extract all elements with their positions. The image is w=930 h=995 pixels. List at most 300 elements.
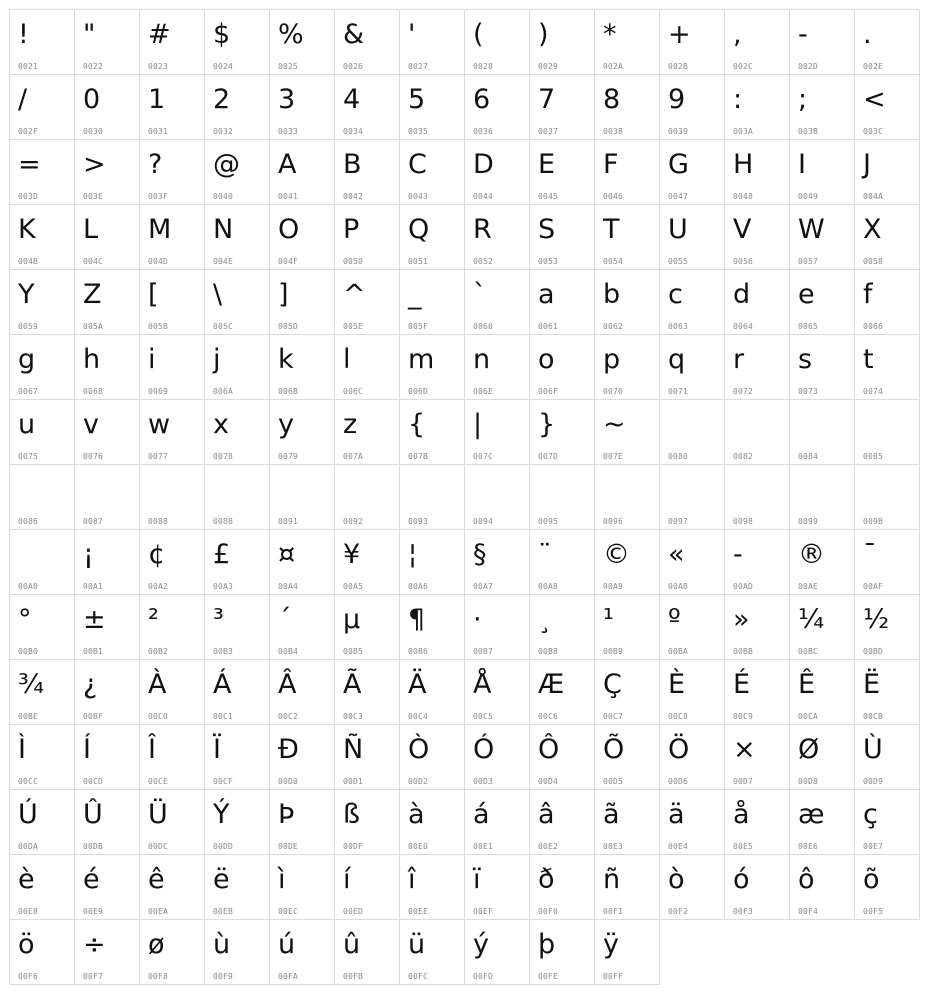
- glyph-codepoint: 00F3: [733, 907, 754, 916]
- glyph-cell: [399, 269, 465, 335]
- glyph-char: E: [538, 149, 556, 180]
- glyph-char: (: [473, 19, 484, 50]
- glyph-cell: [399, 139, 465, 205]
- glyph-cell: [789, 399, 855, 465]
- glyph-cell: [789, 9, 855, 75]
- glyph-cell: [204, 139, 270, 205]
- glyph-char: I: [798, 149, 806, 180]
- glyph-codepoint: 0047: [668, 192, 689, 201]
- glyph-codepoint: 00AD: [733, 582, 754, 591]
- glyph-char: Å: [473, 669, 492, 700]
- glyph-cell: [204, 789, 270, 855]
- glyph-cell: [529, 464, 595, 530]
- glyph-cell: [594, 9, 660, 75]
- glyph-codepoint: 006D: [408, 387, 429, 396]
- glyph-codepoint: 00C0: [148, 712, 169, 721]
- glyph-cell: [9, 204, 75, 270]
- glyph-codepoint: 00ED: [343, 907, 364, 916]
- glyph-cell: [139, 139, 205, 205]
- glyph-cell: [399, 919, 465, 985]
- glyph-char: ¨: [538, 539, 552, 570]
- glyph-codepoint: 006F: [538, 387, 559, 396]
- glyph-cell: [854, 269, 920, 335]
- glyph-cell: [659, 9, 725, 75]
- glyph-codepoint: 00DC: [148, 842, 169, 851]
- glyph-cell: [74, 334, 140, 400]
- glyph-cell: [529, 594, 595, 660]
- glyph-char: Z: [83, 279, 102, 310]
- glyph-cell: [269, 74, 335, 140]
- glyph-char: Û: [83, 799, 103, 830]
- glyph-codepoint: 0025: [278, 62, 299, 71]
- glyph-codepoint: 00B0: [18, 647, 39, 656]
- glyph-codepoint: 00D3: [473, 777, 494, 786]
- glyph-codepoint: 00A5: [343, 582, 364, 591]
- glyph-char: ´: [278, 604, 292, 635]
- glyph-char: U: [668, 214, 688, 245]
- glyph-cell: [659, 594, 725, 660]
- glyph-cell: [789, 854, 855, 920]
- glyph-codepoint: 0059: [18, 322, 39, 331]
- glyph-codepoint: 0048: [733, 192, 754, 201]
- glyph-cell: [659, 854, 725, 920]
- glyph-codepoint: 003D: [18, 192, 39, 201]
- glyph-char: À: [148, 669, 167, 700]
- glyph-char: R: [473, 214, 492, 245]
- glyph-char: ¦: [408, 539, 418, 570]
- glyph-cell: [464, 919, 530, 985]
- glyph-codepoint: 0040: [213, 192, 234, 201]
- glyph-codepoint: 0086: [18, 517, 39, 526]
- glyph-codepoint: 0072: [733, 387, 754, 396]
- glyph-char: k: [278, 344, 294, 375]
- glyph-cell: [724, 399, 790, 465]
- glyph-cell: [529, 269, 595, 335]
- glyph-char: ô: [798, 864, 815, 895]
- glyph-codepoint: 00B9: [603, 647, 624, 656]
- glyph-cell: [269, 854, 335, 920]
- glyph-cell: [659, 74, 725, 140]
- glyph-char: n: [473, 344, 491, 375]
- glyph-cell: [854, 334, 920, 400]
- glyph-cell: [854, 399, 920, 465]
- glyph-cell: [789, 269, 855, 335]
- glyph-char: ¼: [798, 604, 825, 635]
- glyph-codepoint: 00CF: [213, 777, 234, 786]
- glyph-codepoint: 00CA: [798, 712, 819, 721]
- glyph-codepoint: 00EE: [408, 907, 429, 916]
- glyph-cell: [139, 74, 205, 140]
- glyph-cell: [854, 9, 920, 75]
- glyph-char: Ò: [408, 734, 430, 765]
- glyph-codepoint: 004B: [18, 257, 39, 266]
- glyph-codepoint: 00EA: [148, 907, 169, 916]
- glyph-cell: [74, 529, 140, 595]
- glyph-codepoint: 00D4: [538, 777, 559, 786]
- glyph-codepoint: 00DA: [18, 842, 39, 851]
- glyph-char: !: [18, 19, 29, 50]
- glyph-codepoint: 004D: [148, 257, 169, 266]
- glyph-cell: [854, 74, 920, 140]
- glyph-cell: [204, 269, 270, 335]
- glyph-cell: [334, 139, 400, 205]
- glyph-codepoint: 00C7: [603, 712, 624, 721]
- glyph-char: p: [603, 344, 621, 375]
- glyph-codepoint: 0057: [798, 257, 819, 266]
- glyph-codepoint: 00E9: [83, 907, 104, 916]
- glyph-char: `: [473, 279, 487, 310]
- glyph-char: -: [798, 19, 808, 50]
- glyph-char: 1: [148, 84, 166, 115]
- glyph-codepoint: 0053: [538, 257, 559, 266]
- glyph-codepoint: 00A0: [18, 582, 39, 591]
- glyph-codepoint: 004E: [213, 257, 234, 266]
- glyph-cell: [659, 529, 725, 595]
- glyph-codepoint: 0046: [603, 192, 624, 201]
- glyph-char: Ô: [538, 734, 560, 765]
- glyph-cell: [789, 139, 855, 205]
- glyph-codepoint: 00D6: [668, 777, 689, 786]
- glyph-codepoint: 006B: [278, 387, 299, 396]
- glyph-cell: [204, 464, 270, 530]
- glyph-char: ¶: [408, 604, 426, 635]
- glyph-codepoint: 007B: [408, 452, 429, 461]
- glyph-cell: [724, 529, 790, 595]
- glyph-char: ]: [278, 279, 289, 310]
- glyph-codepoint: 00B7: [473, 647, 494, 656]
- glyph-cell: [594, 269, 660, 335]
- glyph-cell: [269, 659, 335, 725]
- glyph-codepoint: 0044: [473, 192, 494, 201]
- glyph-cell: [269, 269, 335, 335]
- glyph-codepoint: 00BD: [863, 647, 884, 656]
- glyph-char: ^: [343, 279, 366, 310]
- glyph-codepoint: 0051: [408, 257, 429, 266]
- glyph-char: ~: [603, 409, 626, 440]
- glyph-cell: [724, 9, 790, 75]
- glyph-cell: [74, 659, 140, 725]
- glyph-cell: [724, 724, 790, 790]
- glyph-cell: [464, 139, 530, 205]
- glyph-codepoint: 00A1: [83, 582, 104, 591]
- glyph-codepoint: 00AB: [668, 582, 689, 591]
- glyph-codepoint: 0030: [83, 127, 104, 136]
- glyph-codepoint: 003C: [863, 127, 884, 136]
- glyph-char: Q: [408, 214, 430, 245]
- glyph-codepoint: 0078: [213, 452, 234, 461]
- glyph-cell: [854, 204, 920, 270]
- glyph-cell: [464, 529, 530, 595]
- glyph-char: D: [473, 149, 494, 180]
- glyph-codepoint: 0041: [278, 192, 299, 201]
- glyph-char: 7: [538, 84, 556, 115]
- glyph-char: %: [278, 19, 304, 50]
- glyph-codepoint: 00B6: [408, 647, 429, 656]
- glyph-codepoint: 00C2: [278, 712, 299, 721]
- glyph-char: W: [798, 214, 825, 245]
- glyph-codepoint: 009B: [863, 517, 884, 526]
- glyph-codepoint: 005B: [148, 322, 169, 331]
- glyph-char: £: [213, 539, 231, 570]
- glyph-codepoint: 00BC: [798, 647, 819, 656]
- glyph-char: @: [213, 149, 240, 180]
- glyph-codepoint: 00D0: [278, 777, 299, 786]
- glyph-cell: [269, 594, 335, 660]
- glyph-codepoint: 00E5: [733, 842, 754, 851]
- glyph-char: ½: [863, 604, 890, 635]
- glyph-char: d: [733, 279, 751, 310]
- glyph-char: Þ: [278, 799, 295, 830]
- glyph-char: µ: [343, 604, 361, 635]
- glyph-cell: [334, 9, 400, 75]
- glyph-codepoint: 00B2: [148, 647, 169, 656]
- glyph-codepoint: 0062: [603, 322, 624, 331]
- glyph-cell: [659, 269, 725, 335]
- glyph-cell: [594, 789, 660, 855]
- glyph-cell: [139, 724, 205, 790]
- glyph-char: ã: [603, 799, 620, 830]
- glyph-codepoint: 0094: [473, 517, 494, 526]
- glyph-char: Ó: [473, 734, 495, 765]
- glyph-char: $: [213, 19, 231, 50]
- glyph-char: È: [668, 669, 686, 700]
- glyph-codepoint: 003B: [798, 127, 819, 136]
- glyph-cell: [724, 594, 790, 660]
- glyph-char: ä: [668, 799, 685, 830]
- glyph-char: ü: [408, 929, 426, 960]
- glyph-codepoint: 004A: [863, 192, 884, 201]
- glyph-cell: [74, 9, 140, 75]
- glyph-cell: [464, 204, 530, 270]
- glyph-codepoint: 003F: [148, 192, 169, 201]
- glyph-codepoint: 0099: [798, 517, 819, 526]
- glyph-cell: [204, 529, 270, 595]
- glyph-char: Õ: [603, 734, 625, 765]
- glyph-codepoint: 00B5: [343, 647, 364, 656]
- glyph-cell: [789, 724, 855, 790]
- glyph-char: c: [668, 279, 683, 310]
- glyph-cell: [659, 334, 725, 400]
- glyph-codepoint: 0066: [863, 322, 884, 331]
- glyph-char: \: [213, 279, 223, 310]
- glyph-char: i: [148, 344, 156, 375]
- glyph-codepoint: 00E8: [18, 907, 39, 916]
- glyph-cell: [399, 74, 465, 140]
- glyph-char: Â: [278, 669, 297, 700]
- glyph-cell: [789, 594, 855, 660]
- glyph-cell: [334, 594, 400, 660]
- glyph-codepoint: 0097: [668, 517, 689, 526]
- glyph-cell: [334, 334, 400, 400]
- glyph-cell: [74, 594, 140, 660]
- glyph-cell: [204, 74, 270, 140]
- glyph-codepoint: 00C3: [343, 712, 364, 721]
- glyph-char: h: [83, 344, 101, 375]
- glyph-char: &: [343, 19, 365, 50]
- glyph-codepoint: 0045: [538, 192, 559, 201]
- glyph-codepoint: 0070: [603, 387, 624, 396]
- glyph-codepoint: 0085: [863, 452, 884, 461]
- glyph-codepoint: 0075: [18, 452, 39, 461]
- glyph-char: î: [408, 864, 416, 895]
- glyph-char: ": [83, 19, 96, 50]
- glyph-char: L: [83, 214, 99, 245]
- glyph-char: Í: [83, 734, 91, 765]
- glyph-codepoint: 0022: [83, 62, 104, 71]
- glyph-codepoint: 007C: [473, 452, 494, 461]
- glyph-codepoint: 0060: [473, 322, 494, 331]
- glyph-codepoint: 00FA: [278, 972, 299, 981]
- glyph-cell: [594, 334, 660, 400]
- glyph-cell: [9, 9, 75, 75]
- glyph-codepoint: 00F9: [213, 972, 234, 981]
- glyph-cell: [724, 464, 790, 530]
- glyph-char: Ø: [798, 734, 820, 765]
- glyph-cell: [529, 399, 595, 465]
- glyph-codepoint: 00F1: [603, 907, 624, 916]
- glyph-char: Ö: [668, 734, 690, 765]
- glyph-codepoint: 00B1: [83, 647, 104, 656]
- glyph-codepoint: 0039: [668, 127, 689, 136]
- glyph-codepoint: 0042: [343, 192, 364, 201]
- glyph-char: ß: [343, 799, 361, 830]
- glyph-codepoint: 0084: [798, 452, 819, 461]
- glyph-char: Ì: [18, 734, 26, 765]
- glyph-char: C: [408, 149, 427, 180]
- glyph-codepoint: 00E4: [668, 842, 689, 851]
- glyph-cell: [334, 464, 400, 530]
- glyph-cell: [139, 269, 205, 335]
- glyph-char: ç: [863, 799, 878, 830]
- glyph-char: é: [83, 864, 100, 895]
- glyph-char: e: [798, 279, 815, 310]
- glyph-char: ò: [668, 864, 685, 895]
- glyph-cell: [9, 659, 75, 725]
- glyph-char: -: [733, 539, 743, 570]
- glyph-cell: [659, 399, 725, 465]
- glyph-codepoint: 00F6: [18, 972, 39, 981]
- glyph-codepoint: 00A4: [278, 582, 299, 591]
- glyph-cell: [724, 204, 790, 270]
- glyph-cell: [529, 9, 595, 75]
- glyph-codepoint: 0079: [278, 452, 299, 461]
- glyph-cell: [269, 464, 335, 530]
- glyph-cell: [464, 269, 530, 335]
- glyph-char: Î: [148, 734, 156, 765]
- glyph-cell: [204, 919, 270, 985]
- glyph-codepoint: 0049: [798, 192, 819, 201]
- glyph-cell: [269, 724, 335, 790]
- glyph-codepoint: 00AF: [863, 582, 884, 591]
- glyph-cell: [659, 659, 725, 725]
- glyph-cell: [399, 789, 465, 855]
- glyph-cell: [9, 529, 75, 595]
- glyph-cell: [464, 854, 530, 920]
- glyph-codepoint: 00C8: [668, 712, 689, 721]
- glyph-codepoint: 0074: [863, 387, 884, 396]
- glyph-codepoint: 00AE: [798, 582, 819, 591]
- glyph-codepoint: 00D7: [733, 777, 754, 786]
- glyph-cell: [9, 269, 75, 335]
- glyph-codepoint: 0024: [213, 62, 234, 71]
- glyph-char: 6: [473, 84, 491, 115]
- glyph-cell: [334, 789, 400, 855]
- glyph-char: ð: [538, 864, 555, 895]
- glyph-cell: [464, 659, 530, 725]
- glyph-char: :: [733, 84, 743, 115]
- glyph-codepoint: 0052: [473, 257, 494, 266]
- glyph-cell: [74, 724, 140, 790]
- glyph-char: ×: [733, 734, 756, 765]
- glyph-char: Ñ: [343, 734, 364, 765]
- glyph-codepoint: 006E: [473, 387, 494, 396]
- glyph-codepoint: 00D1: [343, 777, 364, 786]
- glyph-char: õ: [863, 864, 880, 895]
- glyph-codepoint: 0029: [538, 62, 559, 71]
- glyph-cell: [464, 789, 530, 855]
- glyph-codepoint: 00FE: [538, 972, 559, 981]
- glyph-cell: [204, 204, 270, 270]
- glyph-codepoint: 005A: [83, 322, 104, 331]
- glyph-char: 4: [343, 84, 361, 115]
- glyph-char: Ü: [148, 799, 168, 830]
- glyph-cell: [854, 464, 920, 530]
- glyph-cell: [724, 334, 790, 400]
- glyph-cell: [464, 464, 530, 530]
- glyph-cell: [139, 789, 205, 855]
- glyph-cell: [854, 854, 920, 920]
- glyph-char: ³: [213, 604, 224, 635]
- glyph-cell: [269, 399, 335, 465]
- glyph-cell: [789, 204, 855, 270]
- glyph-cell: [74, 854, 140, 920]
- glyph-cell: [269, 789, 335, 855]
- glyph-char: O: [278, 214, 300, 245]
- glyph-char: Á: [213, 669, 232, 700]
- glyph-char: 0: [83, 84, 101, 115]
- glyph-cell: [9, 464, 75, 530]
- glyph-char: ·: [473, 604, 482, 635]
- glyph-char: ¾: [18, 669, 45, 700]
- glyph-char: #: [148, 19, 171, 50]
- glyph-cell: [529, 659, 595, 725]
- glyph-cell: [334, 529, 400, 595]
- glyph-cell: [724, 74, 790, 140]
- glyph-cell: [9, 74, 75, 140]
- glyph-cell: [139, 204, 205, 270]
- glyph-char: <: [863, 84, 886, 115]
- glyph-codepoint: 003A: [733, 127, 754, 136]
- glyph-codepoint: 00FB: [343, 972, 364, 981]
- glyph-char: ú: [278, 929, 296, 960]
- glyph-codepoint: 002A: [603, 62, 624, 71]
- glyph-codepoint: 0037: [538, 127, 559, 136]
- glyph-char: [: [148, 279, 159, 310]
- glyph-codepoint: 00E1: [473, 842, 494, 851]
- glyph-char: þ: [538, 929, 556, 960]
- glyph-codepoint: 00A6: [408, 582, 429, 591]
- glyph-codepoint: 0023: [148, 62, 169, 71]
- glyph-cell: [399, 854, 465, 920]
- glyph-codepoint: 00E3: [603, 842, 624, 851]
- glyph-cell: [9, 854, 75, 920]
- glyph-cell: [789, 789, 855, 855]
- glyph-char: æ: [798, 799, 825, 830]
- glyph-char: J: [863, 149, 871, 180]
- glyph-cell: [529, 204, 595, 270]
- glyph-cell: [464, 594, 530, 660]
- glyph-cell: [9, 594, 75, 660]
